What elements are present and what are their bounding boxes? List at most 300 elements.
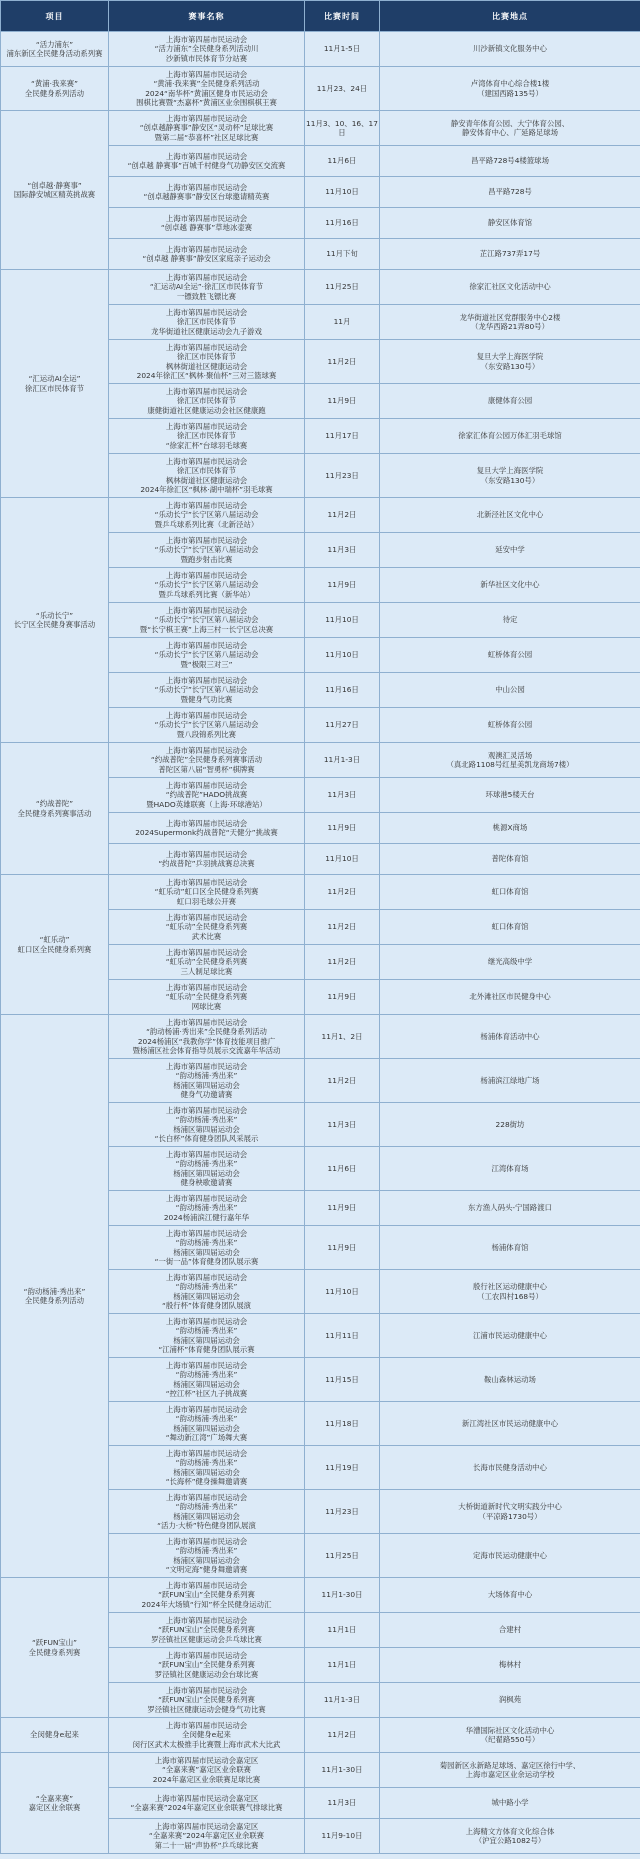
- project-label-line: 全民健身系列活动: [24, 88, 85, 98]
- location-cell: [380, 673, 640, 708]
- event-name-cell: [109, 1446, 305, 1490]
- location-line: 待定: [502, 615, 518, 625]
- location-cell: [380, 1402, 640, 1446]
- table-row: [1, 498, 640, 533]
- project-cell: [1, 498, 109, 743]
- event-name-line: 沙新镇市民体育节分站赛: [165, 53, 248, 63]
- location-line: 杨浦体育馆: [491, 1242, 529, 1252]
- event-name-cell: [109, 454, 305, 498]
- location-cell: [380, 1103, 640, 1147]
- event-name-line: 上海市第四届市民运动会: [165, 1316, 248, 1326]
- event-name-line: 上海市第四届市民运动会: [165, 34, 248, 44]
- table-row: [1, 1753, 640, 1788]
- event-name-line: 上海市第四届市民运动会嘉定区: [154, 1821, 259, 1831]
- location-cell: [380, 568, 640, 603]
- event-name-line: 上海市第四届市民运动会: [165, 877, 248, 887]
- event-name-line: 上海市第四届市民运动会: [165, 912, 248, 922]
- location-line: 桃源X商场: [492, 823, 528, 833]
- event-name-cell: [109, 146, 305, 177]
- time-cell: 11月3日: [305, 778, 380, 813]
- location-cell: [380, 1578, 640, 1613]
- event-name-line: “创卓越 静赛事”静安区家庭亲子运动会: [142, 254, 271, 263]
- event-name-cell: [109, 1648, 305, 1683]
- location-line: 虹桥体育公园: [487, 720, 533, 730]
- event-name-line: 暨“极限三对三”: [180, 659, 233, 669]
- location-cell: [380, 1059, 640, 1103]
- event-name-line: “虹乐动”全民健身系列赛: [165, 922, 248, 932]
- location-cell: [380, 239, 640, 270]
- event-name-line: 暨“长宁棋王赛”上海三村一长宁区总决赛: [139, 624, 274, 634]
- event-name-line: 枫林街道社区健康运动会: [165, 475, 248, 485]
- event-name-cell: [109, 708, 305, 743]
- time-cell: 11月1、2日: [305, 1015, 380, 1059]
- event-name-cell: [109, 603, 305, 638]
- location-line: 杨浦体育活动中心: [480, 1031, 540, 1041]
- location-cell: [380, 146, 640, 177]
- location-cell: [380, 270, 640, 305]
- time-cell: 11月17日: [305, 419, 380, 454]
- event-name-cell: [109, 910, 305, 945]
- location-cell: [380, 1534, 640, 1578]
- event-name-line: 上海市第四届市民运动会: [165, 1685, 248, 1695]
- event-name-line: “乐动长宁”长宁区第八届运动会: [154, 615, 259, 625]
- event-name-line: 龙华街道社区健康运动会九子游戏: [151, 326, 262, 336]
- event-name-line: 徐汇区市民体育节: [176, 466, 237, 476]
- time-cell: 11月9日: [305, 1226, 380, 1270]
- location-cell: [380, 603, 640, 638]
- location-cell: [380, 875, 640, 910]
- location-cell: [380, 454, 640, 498]
- project-cell: [1, 743, 109, 875]
- event-name-cell: [109, 1226, 305, 1270]
- event-name-line: 暨杨浦区社会体育指导员展示交流嘉年华活动: [132, 1045, 281, 1055]
- location-line: 菊园新区永新路足球场、嘉定区徐行中学、: [439, 1760, 581, 1770]
- event-name-line: 徐汇区市民体育节: [176, 431, 237, 441]
- time-cell: 11月2日: [305, 875, 380, 910]
- event-name-line: 暨跑步射击比赛: [180, 554, 233, 564]
- location-line: （建国西路135号）: [477, 88, 543, 98]
- event-name-line: 上海市第四届市民运动会: [165, 1061, 248, 1071]
- time-cell: 11月23、24日: [305, 67, 380, 111]
- location-cell: [380, 1226, 640, 1270]
- time-cell: 11月3日: [305, 533, 380, 568]
- event-name-line: “殷行杯”体育健身团队展演: [162, 1300, 251, 1310]
- location-line: 芷江路737弄17号: [479, 249, 541, 259]
- header-project: 项目: [1, 1, 109, 32]
- event-name-line: “创卓越 静赛事”草地冰壶赛: [160, 223, 253, 232]
- location-cell: [380, 1648, 640, 1683]
- event-name-line: 杨浦区第四届运动会: [173, 1080, 240, 1090]
- event-name-cell: [109, 1753, 305, 1788]
- event-name-line: “韵动杨浦·秀出来”: [175, 1238, 238, 1248]
- event-name-line: “黄浦·我来赛”全民健身系列活动: [153, 79, 260, 89]
- event-name-line: 2024Supermonk约战普陀“天健分”挑战赛: [135, 828, 278, 837]
- event-name-line: “舞动新江湾”广场舞大赛: [165, 1432, 248, 1442]
- event-name-cell: [109, 305, 305, 340]
- location-line: （东安路130号）: [480, 475, 540, 485]
- event-name-line: 上海市第四届市民运动会: [165, 1536, 248, 1546]
- event-name-line: “乐动长宁”长宁区第八届运动会: [154, 650, 259, 660]
- location-cell: [380, 1718, 640, 1753]
- event-name-line: “乐动长宁”长宁区第八届运动会: [154, 685, 259, 695]
- event-name-cell: [109, 239, 305, 270]
- location-line: 昌平路728号4楼篮球场: [471, 156, 549, 166]
- event-name-line: 上海市第四届市民运动会: [165, 780, 248, 790]
- time-cell: 11月6日: [305, 1147, 380, 1191]
- event-name-cell: [109, 1103, 305, 1147]
- location-cell: [380, 1191, 640, 1226]
- location-line: （平凉路1730号）: [478, 1511, 542, 1521]
- event-name-line: 杨浦区第四届运动会: [173, 1124, 240, 1134]
- event-name-line: “韵动杨浦·秀出来”: [175, 1115, 238, 1125]
- time-cell: 11月9日: [305, 813, 380, 844]
- event-name-line: “约战普陀”HADO挑战赛: [165, 790, 248, 800]
- event-name-line: “活力浦东”全民健身系列活动川: [154, 44, 259, 54]
- event-name-line: “乐动长宁”长宁区第八届运动会: [154, 720, 259, 730]
- event-name-line: 上海市第四届市民运动会: [165, 982, 248, 992]
- time-cell: 11月1-3日: [305, 1683, 380, 1718]
- location-cell: [380, 384, 640, 419]
- event-name-line: “全嘉来赛”嘉定区业余联赛: [162, 1765, 251, 1775]
- location-cell: [380, 111, 640, 146]
- event-name-cell: [109, 1059, 305, 1103]
- event-name-line: “全嘉来赛”2024年嘉定区业余联赛: [148, 1831, 265, 1841]
- time-cell: 11月10日: [305, 603, 380, 638]
- time-cell: 11月9-10日: [305, 1819, 380, 1854]
- event-name-line: 健身秧歌邀请赛: [180, 1177, 233, 1187]
- event-name-line: 罗泾镇社区健康运动会台球比赛: [154, 1669, 259, 1679]
- event-name-line: 上海市第四届市民运动会: [165, 535, 248, 545]
- location-line: 静安区体育馆: [487, 218, 533, 228]
- location-cell: [380, 910, 640, 945]
- time-cell: 11月11日: [305, 1314, 380, 1358]
- event-name-line: “控江杯”社区九子挑战赛: [165, 1388, 248, 1398]
- event-name-line: “约战普陀”乒羽挑战赛总决赛: [158, 859, 255, 868]
- location-line: 228街坊: [495, 1119, 525, 1129]
- event-name-line: 暨第二届“恭喜杯”社区足球比赛: [154, 132, 259, 142]
- event-name-line: 杨浦区第四届运动会: [173, 1335, 240, 1345]
- header-row: [1, 1, 640, 32]
- table-row: [1, 1718, 640, 1753]
- event-name-line: 上海市第四届市民运动会: [165, 1492, 248, 1502]
- event-name-cell: [109, 778, 305, 813]
- event-name-line: “韵动杨浦·秀出来”: [175, 1203, 238, 1213]
- event-name-line: 杨浦区第四届运动会: [173, 1467, 240, 1477]
- time-cell: 11月1日: [305, 1648, 380, 1683]
- project-cell: [1, 1753, 109, 1854]
- event-name-line: 2024年徐汇区“枫林·聚仙杯”三对三篮球赛: [136, 370, 277, 380]
- location-cell: [380, 1314, 640, 1358]
- header-event-name: 赛事名称: [109, 1, 305, 32]
- event-name-cell: [109, 1191, 305, 1226]
- event-name-cell: [109, 1147, 305, 1191]
- event-name-cell: [109, 1490, 305, 1534]
- event-name-line: “韵动杨浦·秀出来”: [175, 1414, 238, 1424]
- location-cell: [380, 1270, 640, 1314]
- project-label-line: “虹乐动”: [39, 935, 70, 945]
- event-name-line: 上海市第四届市民运动会: [165, 500, 248, 510]
- event-name-line: 上海市第四届市民运动会: [165, 213, 248, 223]
- event-name-line: 上海市第四届市民运动会: [165, 1448, 248, 1458]
- time-cell: 11月15日: [305, 1358, 380, 1402]
- project-cell: [1, 1015, 109, 1578]
- event-name-line: “乐动长宁”长宁区第八届运动会: [154, 510, 259, 520]
- location-line: （工农四村168号）: [477, 1291, 543, 1301]
- location-cell: [380, 32, 640, 67]
- table-row: [1, 67, 640, 111]
- event-name-line: 康健街道社区健康运动会社区健康跑: [147, 405, 266, 415]
- event-name-line: “文明定海”健身舞邀请赛: [165, 1564, 248, 1574]
- location-cell: [380, 1683, 640, 1718]
- time-cell: 11月1-3日: [305, 743, 380, 778]
- location-cell: [380, 1613, 640, 1648]
- event-name-line: 上海市第四届市民运动会: [165, 272, 248, 282]
- event-name-line: 上海市第四届市民运动会: [165, 456, 248, 466]
- event-name-line: “创卓越静赛事”静安区“灵动杯”足球比赛: [139, 123, 274, 133]
- event-name-line: 普陀区第八届“智勇杯”棋牌赛: [158, 764, 255, 774]
- event-name-line: 暨八段锦系列比赛: [176, 729, 237, 739]
- event-name-cell: [109, 1015, 305, 1059]
- project-cell: [1, 32, 109, 67]
- time-cell: 11月18日: [305, 1402, 380, 1446]
- event-name-cell: [109, 208, 305, 239]
- location-cell: [380, 67, 640, 111]
- event-name-cell: [109, 177, 305, 208]
- event-name-cell: [109, 1683, 305, 1718]
- event-name-line: 2024“南华杯”黄浦区健身市民运动会: [145, 88, 268, 98]
- location-cell: [380, 1753, 640, 1788]
- location-line: 江湾体育场: [491, 1163, 529, 1173]
- table-row: [1, 743, 640, 778]
- event-name-line: “韵动杨浦·秀出来”: [175, 1326, 238, 1336]
- location-cell: [380, 1446, 640, 1490]
- event-name-line: 枫林街道社区健康运动会: [165, 361, 248, 371]
- location-line: 中山公园: [495, 685, 525, 695]
- location-line: 新华社区文化中心: [480, 580, 540, 590]
- time-cell: 11月9日: [305, 980, 380, 1015]
- event-name-line: 暨HADO英雄联赛（上海·环球港站）: [146, 799, 267, 809]
- time-cell: 11月1-30日: [305, 1578, 380, 1613]
- event-name-line: “韵动杨浦·秀出来”: [175, 1282, 238, 1292]
- table-row: [1, 270, 640, 305]
- event-name-cell: [109, 1534, 305, 1578]
- event-name-line: 上海市第四届市民运动会: [165, 151, 248, 161]
- event-name-cell: [109, 813, 305, 844]
- time-cell: 11月10日: [305, 177, 380, 208]
- project-label-line: “乐动长宁”: [35, 610, 74, 620]
- event-name-line: 上海市第四届市民运动会: [165, 710, 248, 720]
- time-cell: 11月1-30日: [305, 1753, 380, 1788]
- project-label-line: 国际静安城区精英挑战赛: [13, 190, 96, 199]
- event-name-line: 上海市第四届市民运动会: [165, 1580, 248, 1590]
- event-name-line: 上海市第四届市民运动会: [165, 640, 248, 650]
- project-label-line: 浦东新区全民健身活动系列赛: [6, 49, 103, 58]
- location-line: 江浦市民运动健康中心: [473, 1330, 547, 1340]
- table-row: [1, 1578, 640, 1613]
- table-row: [1, 875, 640, 910]
- time-cell: 11月1-5日: [305, 32, 380, 67]
- location-cell: [380, 945, 640, 980]
- time-cell: 11月23日: [305, 1490, 380, 1534]
- location-line: 环球港5楼天台: [485, 790, 535, 800]
- location-line: 静安青年体育公园、大宁体育公园、: [450, 118, 570, 128]
- location-line: 华漕国际社区文化活动中心: [465, 1725, 555, 1735]
- event-name-line: “长海杯”健身操舞邀请赛: [165, 1476, 248, 1486]
- event-name-line: 上海市第四届市民运动会: [165, 745, 248, 755]
- time-cell: 11月9日: [305, 568, 380, 603]
- location-cell: [380, 743, 640, 778]
- time-cell: 11月27日: [305, 708, 380, 743]
- event-name-line: 2024年大场镇“行知”杯全民健身运动汇: [141, 1599, 272, 1609]
- project-label-line: 长宁区全民健身赛事活动: [13, 620, 96, 629]
- event-name-line: 上海市第四届市民运动会: [165, 1193, 248, 1203]
- location-line: 润枫苑: [498, 1695, 522, 1705]
- time-cell: 11月25日: [305, 270, 380, 305]
- project-cell: [1, 111, 109, 270]
- event-name-line: 上海市第四届市民运动会: [165, 244, 248, 254]
- location-line: 虹口体育馆: [491, 922, 529, 932]
- location-line: 梅林村: [498, 1660, 522, 1670]
- event-name-line: “乐动长宁”长宁区第八届运动会: [154, 545, 259, 555]
- location-cell: [380, 1015, 640, 1059]
- event-name-line: 杨浦区第四届运动会: [173, 1168, 240, 1178]
- header-location: 比赛地点: [380, 1, 640, 32]
- event-name-line: 杨浦区第四届运动会: [173, 1555, 240, 1565]
- location-line: 长海市民健身活动中心: [473, 1462, 547, 1472]
- event-name-line: “徐家汇杯”台球羽毛球赛: [165, 440, 248, 450]
- location-line: 继光高级中学: [487, 957, 533, 967]
- time-cell: 11月10日: [305, 638, 380, 673]
- time-cell: 11月16日: [305, 208, 380, 239]
- location-cell: [380, 1490, 640, 1534]
- event-name-line: 第二十一届“声协杯”乒乓球比赛: [154, 1840, 259, 1850]
- location-cell: [380, 1147, 640, 1191]
- time-cell: 11月2日: [305, 945, 380, 980]
- event-name-line: 2024年徐汇区“枫林·湖中瑞杯”羽毛球赛: [140, 484, 273, 494]
- event-name-line: “韵动杨浦·秀出来”: [175, 1071, 238, 1081]
- location-cell: [380, 1788, 640, 1819]
- event-name-cell: [109, 111, 305, 146]
- project-cell: [1, 270, 109, 498]
- project-cell: [1, 67, 109, 111]
- location-line: 复旦大学上海医学院: [476, 466, 544, 476]
- time-cell: 11月: [305, 305, 380, 340]
- event-name-line: “虹乐动”虹口区全民健身系列赛: [154, 887, 259, 897]
- event-name-line: 杨浦区第四届运动会: [173, 1291, 240, 1301]
- location-cell: [380, 1358, 640, 1402]
- event-name-line: 一镖致胜飞镖比赛: [176, 291, 237, 301]
- event-name-line: 上海市第四届市民运动会: [165, 1272, 248, 1282]
- location-cell: [380, 498, 640, 533]
- location-line: 康健体育公园: [487, 396, 533, 406]
- time-cell: 11月16日: [305, 673, 380, 708]
- project-cell: [1, 875, 109, 1015]
- location-line: 徐家汇社区文化活动中心: [469, 282, 551, 292]
- event-name-cell: [109, 743, 305, 778]
- project-cell: [1, 1718, 109, 1753]
- event-name-cell: [109, 875, 305, 910]
- location-cell: [380, 1819, 640, 1854]
- event-name-line: 上海市第四届市民运动会: [165, 1615, 248, 1625]
- event-name-cell: [109, 1314, 305, 1358]
- location-cell: [380, 778, 640, 813]
- event-name-line: 全闵健身e起来: [182, 1730, 231, 1740]
- project-label-line: “全嘉来赛”: [35, 1793, 74, 1803]
- location-line: 杨浦滨江绿地广场: [480, 1075, 540, 1085]
- location-line: 定海市民运动健康中心: [473, 1550, 547, 1560]
- location-line: 卢湾体育中心综合楼1楼: [470, 79, 550, 89]
- event-name-line: 上海市第四届市民运动会: [165, 307, 248, 317]
- time-cell: 11月3日: [305, 1103, 380, 1147]
- time-cell: 11月9日: [305, 384, 380, 419]
- location-cell: [380, 813, 640, 844]
- event-name-cell: [109, 384, 305, 419]
- event-name-line: 杨浦区第四届运动会: [173, 1247, 240, 1257]
- event-name-line: 上海市第四届市民运动会: [165, 113, 248, 123]
- event-name-cell: [109, 673, 305, 708]
- time-cell: 11月2日: [305, 910, 380, 945]
- location-line: 大桥街道新时代文明实践分中心: [458, 1502, 562, 1512]
- event-name-line: 上海市第四届市民运动会: [165, 818, 248, 828]
- project-label-line: 全民健身系列赛: [28, 1647, 81, 1657]
- event-name-cell: [109, 270, 305, 305]
- event-name-cell: [109, 419, 305, 454]
- event-name-line: 上海市第四届市民运动会: [165, 605, 248, 615]
- event-name-line: 上海市第四届市民运动会: [165, 1650, 248, 1660]
- time-cell: 11月3、10、16、17日: [305, 111, 380, 146]
- event-name-line: 上海市第四届市民运动会: [165, 675, 248, 685]
- location-line: 虹桥体育公园: [487, 650, 533, 660]
- event-name-line: 上海市第四届市民运动会: [165, 947, 248, 957]
- location-line: 徐家汇体育公园万体汇羽毛球馆: [458, 431, 562, 441]
- time-cell: 11月6日: [305, 146, 380, 177]
- location-cell: [380, 305, 640, 340]
- event-name-line: 上海市第四届市民运动会: [165, 1149, 248, 1159]
- location-cell: [380, 533, 640, 568]
- time-cell: 11月10日: [305, 844, 380, 875]
- event-name-line: 暨乒乓球系列比赛（北新泾站）: [154, 519, 259, 529]
- location-line: 昌平路728号: [488, 187, 532, 197]
- event-name-line: “江浦杯”体育健身团队展示赛: [158, 1344, 255, 1354]
- event-name-line: 围棋比赛暨“杰嘉杯”黄浦区业余围棋棋王赛: [136, 97, 277, 107]
- location-line: 殷行社区运动健康中心: [473, 1282, 547, 1292]
- project-label-line: 虹口区全民健身系列赛: [17, 944, 92, 954]
- location-cell: [380, 980, 640, 1015]
- time-cell: 11月下旬: [305, 239, 380, 270]
- event-name-line: 上海市第四届市民运动会: [165, 1404, 248, 1414]
- time-cell: 11月19日: [305, 1446, 380, 1490]
- location-cell: [380, 208, 640, 239]
- project-label-line: “跃FUN宝山”: [31, 1638, 78, 1648]
- project-label-line: 全闵健身e起来: [30, 1730, 79, 1740]
- time-cell: 11月2日: [305, 1059, 380, 1103]
- event-name-line: “约战普陀”全民健身系列赛事活动: [150, 755, 263, 765]
- event-name-line: 徐汇区市民体育节: [176, 317, 237, 327]
- project-label-line: “黄浦·我来赛”: [31, 79, 78, 89]
- event-name-cell: [109, 1718, 305, 1753]
- event-name-line: 上海市第四届市民运动会: [165, 1105, 248, 1115]
- location-cell: [380, 419, 640, 454]
- event-name-line: “一街一品”体育健身团队展示赛: [154, 1256, 259, 1266]
- location-line: 观澳汇灵活场: [487, 750, 533, 760]
- event-name-line: 虹口羽毛球公开赛: [176, 896, 237, 906]
- event-name-line: “虹乐动”全民健身系列赛: [165, 992, 248, 1002]
- time-cell: 11月2日: [305, 498, 380, 533]
- event-name-line: 罗泾镇社区健康运动会乒乓球比赛: [151, 1634, 262, 1644]
- event-name-line: “全嘉来赛”2024年嘉定区业余联赛气排球比赛: [130, 1803, 283, 1812]
- location-line: 龙华街道社区党群服务中心2楼: [459, 312, 561, 322]
- event-name-line: 上海市第四届市民运动会: [165, 1228, 248, 1238]
